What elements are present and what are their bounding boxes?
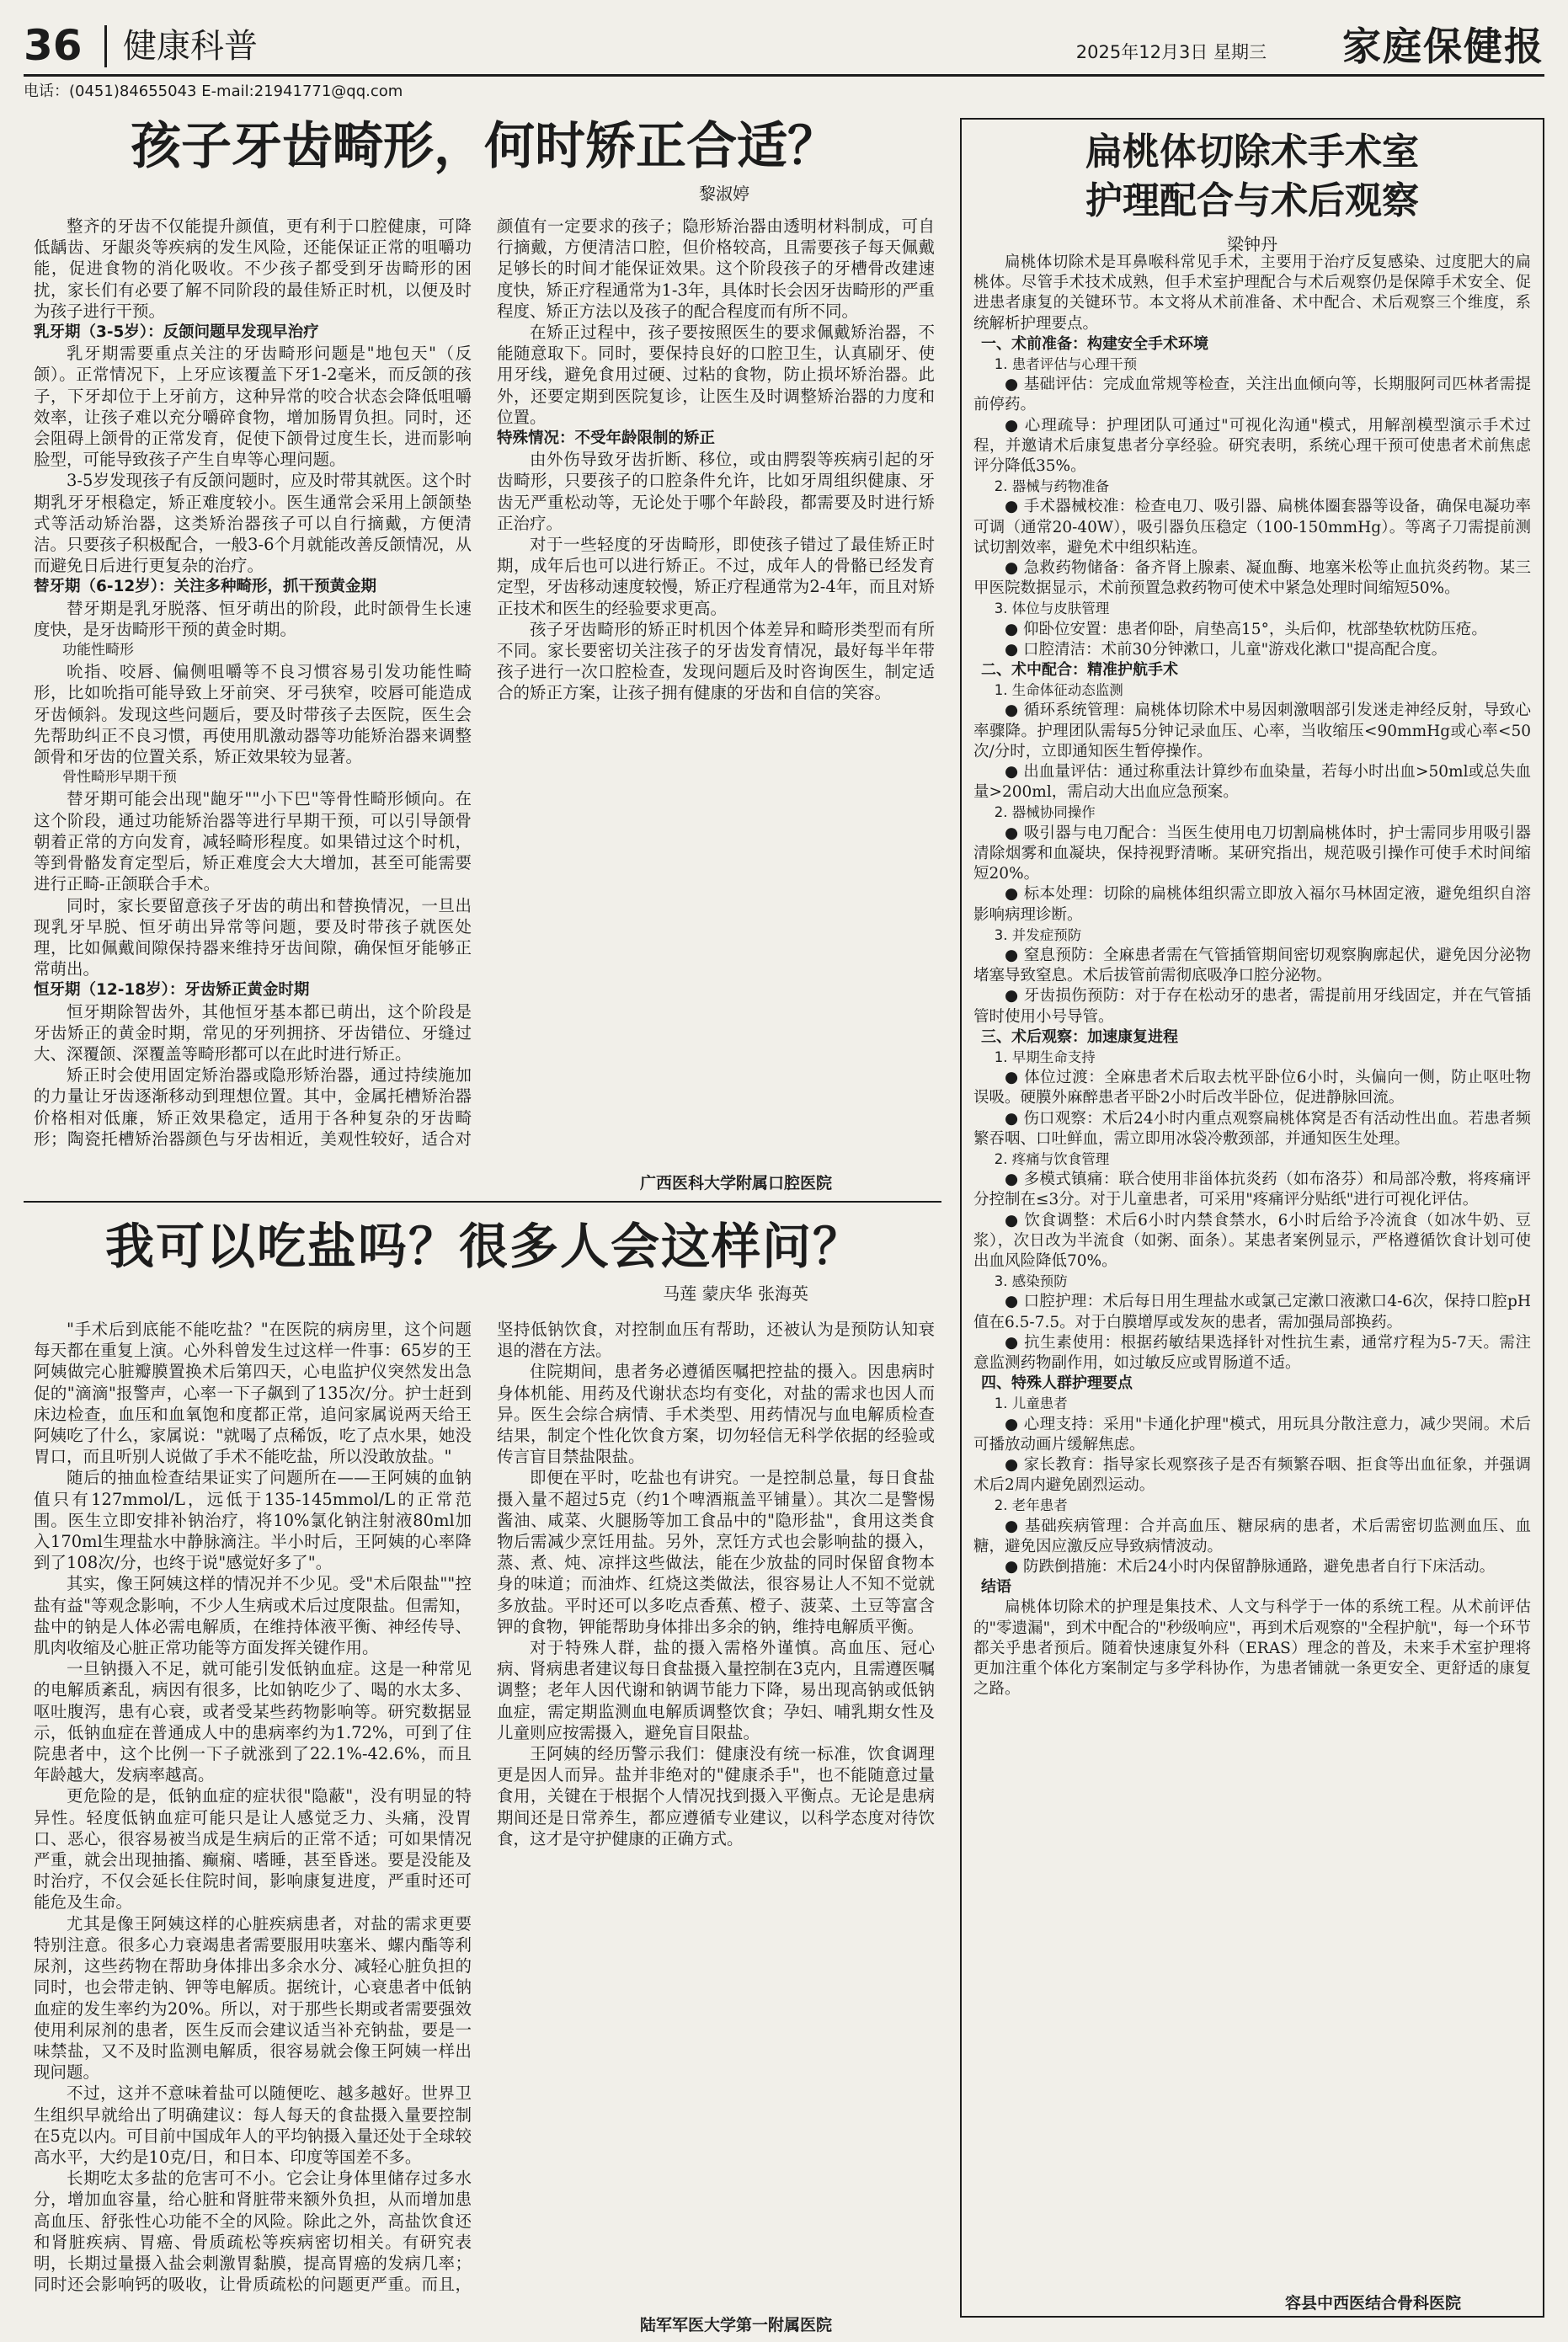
paragraph: 对于一些轻度的牙齿畸形，即使孩子错过了最佳矫正时期，成年后也可以进行矫正。不过，成年人的骨骼已经发育定型，牙齿移动速度较慢，矫正疗程通常为2-4年，而且对矫正技术和医生的经验要求更高。 [497,535,935,618]
section-title: 健康科普 [123,27,258,66]
paragraph: ● 标本处理：切除的扁桃体组织需立即放入福尔马林固定液，避免组织自溶影响病理诊断。 [973,885,1531,924]
paragraph: ● 吸引器与电刀配合：当医生使用电刀切割扁桃体时，护士需同步用吸引器清除烟雾和血凝块，保持视野清晰。某研究指出，规范吸引操作可使手术时间缩短20%。 [973,824,1531,883]
paragraph: "手术后到底能不能吃盐？"在医院的病房里，这个问题每天都在重复上演。心外科曾发生过这样一件事：65岁的王阿姨做完心脏瓣膜置换术后第四天，心电监护仪突然发出急促的"滴滴"报警声，心率一下子飙到了135次/分。护士赶到床边检查，血压和血氧饱和度都正常，追问家属说两天给王阿姨吃了什么，家属说："就喝了点稀饭，吃了点水果，她没胃口，而且听别人说做了手术不能吃盐，所以没敢放盐。" [34,1320,472,1467]
subheading: 3. 感染预防 [994,1273,1068,1290]
paragraph: 尤其是像王阿姨这样的心脏疾病患者，对盐的需求更要特别注意。很多心力衰竭患者需要服用呋塞米、螺内酯等利尿剂，这些药物在帮助身体排出多余水分、减轻心脏负担的同时，也会带走钠、钾等电解质。据统计，心衰患者中低钠血症的发生率约为20%。所以，对于那些长期或者需要强效使用利尿剂的患者，医生反而会建议适当补充钠盐，要是一味禁盐，又不及时监测电解质，很容易就会像王阿姨一样出现问题。 [34,1913,472,2083]
paragraph: ● 口腔清洁：术前30分钟漱口，儿童"游戏化漱口"提高配合度。 [1005,640,1448,659]
paragraph: ● 防跌倒措施：术后24小时内保留静脉通路，避免患者自行下床活动。 [1005,1558,1496,1576]
paragraph: ● 心理支持：采用"卡通化护理"模式，用玩具分散注意力，减少哭闹。术后可播放动画片缓解焦虑。 [973,1415,1531,1454]
article-1-title: 孩子牙齿畸形，何时矫正合适？ [131,117,838,176]
subheading: 三、术后观察：加速康复进程 [981,1027,1178,1046]
paragraph: ● 牙齿损伤预防：对于存在松动牙的患者，需提前用牙线固定，并在气管插管时使用小号导管。 [973,987,1531,1026]
paragraph: ● 饮食调整：术后6小时内禁食禁水，6小时后给予冷流食（如冰牛奶、豆浆），次日改为半流食（如粥、面条）。某患者案例显示，严格遵循饮食计划可使出血风险降低70%。 [973,1211,1531,1270]
subheading: 结语 [981,1578,1011,1597]
article-3-source: 容县中西医结合骨科医院 [1285,2294,1462,2313]
paragraph: ● 基础评估：完成血常规等检查，关注出血倾向等，长期服阿司匹林者需提前停药。 [973,376,1531,414]
paragraph: 扁桃体切除术的护理是集技术、人文与科学于一体的系统工程。从术前评估的"零遗漏"，到术中配合的"秒级响应"，再到术后观察的"全程护航"，每一个环节都关乎患者预后。随着快速康复外科（ERAS）理念的普及，未来手术室护理将更加注重个体化方案制定与多学科协作，为患者铺就一条更安全、更舒适的康复之路。 [973,1598,1531,1699]
article-2-title: 我可以吃盐吗？很多人会这样问？ [104,1218,863,1275]
paragraph: 3-5岁发现孩子有反颌问题时，应及时带其就医。这个时期乳牙牙根稳定，矫正难度较小。医生通常会采用上颌颌垫式等活动矫治器，这类矫治器孩子可以自行摘戴，方便清洁。只要孩子积极配合，一般3-6个月就能改善反颌情况，从而避免日后进行更复杂的治疗。 [34,471,472,576]
page-number: 36 [24,21,83,70]
paragraph: 孩子牙齿畸形的矫正时机因个体差异和畸形类型而有所不同。家长要密切关注孩子的牙齿发育情况，最好每半年带孩子进行一次口腔检查，发现问题后及时咨询医生，制定适合的矫正方案，让孩子拥有健康的牙齿和自信的笑容。 [497,619,935,703]
paragraph: 王阿姨的经历警示我们：健康没有统一标准，饮食调理更是因人而异。盐并非绝对的"健康杀手"，也不能随意过量食用，关键在于根据个人情况找到摄入平衡点。无论是患病期间还是日常养生，都应遵循专业建议，以科学态度对待饮食，这才是守护健康的正确方式。 [497,1744,935,1849]
paragraph: 即便在平时，吃盐也有讲究。一是控制总量，每日食盐摄入量不超过5克（约1个啤酒瓶盖平铺量）。其次二是警惕酱油、咸菜、火腿肠等加工食品中的"隐形盐"，食用这类食物后需减少烹饪用盐。另外，烹饪方式也会影响盐的摄入，蒸、煮、炖、凉拌这些做法，能在少放盐的同时保留食物本身的味道；而油炸、红烧这类做法，很容易让人不知不觉就多放盐。平时还可以多吃点香蕉、橙子、菠菜、土豆等富含钾的食物，钾能帮助身体排出多余的钠，维持电解质平衡。 [497,1468,935,1636]
article-1-body [34,216,935,1167]
paragraph: ● 口腔护理：术后每日用生理盐水或氯己定漱口液漱口4-6次，保持口腔pH值在6.5-7.5。对于白膜增厚或发灰的患者，需加强局部换药。 [973,1293,1531,1331]
paragraph: ● 家长教育：指导家长观察孩子是否有频繁吞咽、拒食等出血征象，并强调术后2周内避免剧烈运动。 [973,1455,1531,1495]
paragraph: ● 急救药物储备：备齐肾上腺素、凝血酶、地塞米松等止血抗炎药物。某三甲医院数据显示，术前预置急救药物可使术中紧急处理时间缩短50%。 [973,559,1531,598]
paragraph: 住院期间，患者务必遵循医嘱把控盐的摄入。因患病时身体机能、用药及代谢状态均有变化，对盐的需求也因人而异。医生会综合病情、手术类型、用药情况与血电解质检查结果，制定个性化饮食方案，切勿轻信无科学依据的经验或传言盲目禁盐限盐。 [497,1362,935,1467]
subheading: 2. 器械协同操作 [994,804,1096,821]
paragraph: 乳牙期需要重点关注的牙齿畸形问题是"地包天"（反颌）。正常情况下，上牙应该覆盖下牙1-2毫米，而反颌的孩子，下牙却位于上牙前方，这种异常的咬合状态会降低咀嚼效率，让孩子难以充分嚼碎食物，增加肠胃负担。同时，还会阻碍上颌骨的正常发育，促使下颌骨过度生长，进而影响脸型，可能导致孩子产生自卑等心理问题。 [34,344,472,470]
paragraph: 对于特殊人群，盐的摄入需格外谨慎。高血压、冠心病、肾病患者建议每日食盐摄入量控制在3克内，且需遵医嘱调整；老年人因代谢和钠调节能力下降，易出现高钠或低钠血症，需定期监测血电解质调整饮食；孕妇、哺乳期女性及儿童则应按需摄入，避免盲目限盐。 [497,1638,935,1742]
paragraph: ● 基础疾病管理：合并高血压、糖尿病的患者，术后需密切监测血压、血糖，避免因应激反应导致病情波动。 [973,1517,1531,1555]
article-3-title-line-1: 扁桃体切除术手术室 [1085,131,1419,173]
paragraph: 扁桃体切除术是耳鼻喉科常见手术，主要用于治疗反复感染、过度肥大的扁桃体。尽管手术技术成熟，但手术室护理配合与术后观察仍是保障手术安全、促进患者康复的关键环节。本文将从术前准备、术中配合、术后观察三个维度，系统解析护理要点。 [973,253,1531,333]
subheading: 2. 老年患者 [994,1497,1068,1514]
article-1-author: 黎淑婷 [699,184,749,204]
issue-date: 2025年12月3日 星期三 [1075,42,1267,62]
paragraph: ● 仰卧位安置：患者仰卧，肩垫高15°，头后仰，枕部垫软枕防压疮。 [1005,620,1487,638]
paragraph: 一旦钠摄入不足，就可能引发低钠血症。这是一种常见的电解质紊乱，病因有很多，比如钠吃少了、喝的水太多、呕吐腹泻，患有心衰，或者受某些药物影响等。研究数据显示，低钠血症在普通成人中的患病率约为1.72%，可到了住院患者中，这个比例一下子就涨到了22.1%-42.6%，而且年龄越大，发病率越高。 [34,1659,472,1785]
paragraph: ● 循环系统管理：扁桃体切除术中易因刺激咽部引发迷走神经反射，导致心率骤降。护理团队需每5分钟记录血压、心率，当收缩压<90mmHg或心率<50次/分时，立即通知医生暂停操作。 [973,702,1531,760]
paragraph: ● 手术器械校准：检查电刀、吸引器、扁桃体圈套器等设备，确保电凝功率可调（通常20-40W），吸引器负压稳定（100-150mmHg）。等离子刀需提前测试切割效率，避免术中组织粘连。 [973,498,1531,557]
subheading: 乳牙期（3-5岁）：反颌问题早发现早治疗 [34,323,319,342]
paragraph: 同时，家长要留意孩子牙齿的萌出和替换情况，一旦出现乳牙早脱、恒牙萌出异常等问题，要及时带孩子就医处理，比如佩戴间隙保持器来维持牙齿间隙，确保恒牙能够正常萌出。 [34,895,472,979]
article-3-title-line-2: 护理配合与术后观察 [1085,179,1419,222]
paragraph: ● 体位过渡：全麻患者术后取去枕平卧位6小时，头偏向一侧，防止呕吐物误吸。硬膜外麻醉患者平卧2小时后改半卧位，促进静脉回流。 [973,1069,1531,1107]
paragraph: 整齐的牙齿不仅能提升颜值，更有利于口腔健康，可降低龋齿、牙龈炎等疾病的发生风险，还能保证正常的咀嚼功能，促进食物的消化吸收。不少孩子都受到牙齿畸形的困扰，家长们有必要了解不同阶段的最佳矫正时机，以便及时为孩子进行干预。 [34,216,472,321]
paragraph: 矫正时会使用固定矫治器或隐形矫治器，通过持续施加的力量让牙齿逐渐移动到理想位置。其中，金属托槽矫治器价格相对低廉，矫正效果稳定，适用于各种复杂的牙齿畸形；陶瓷托槽矫治器颜色与牙齿相近，美观性较好，适合对颜值有一定要求的孩子；隐形矫治器由透明材料制成，可自行摘戴，方便清洁口腔，但价格较高，且需要孩子每天佩戴足够长的时间才能保证效果。这个阶段孩子的牙槽骨改建速度快，矫正疗程通常为1-3年，具体时长会因牙齿畸形的严重程度、矫正方法以及孩子的配合程度而有所不同。 [34,216,935,1149]
paragraph: 随后的抽血检查结果证实了问题所在——王阿姨的血钠值只有127mmol/L，远低于135-145mmol/L的正常范围。医生立即安排补钠治疗，将10%氯化钠注射液80ml加入170ml生理盐水中静脉滴注。半小时后，王阿姨的心率降到了108次/分，也终于说"感觉好多了"。 [34,1468,472,1573]
subheading: 3. 体位与皮肤管理 [994,600,1110,617]
article-1-header [34,113,935,211]
paragraph: 长期吃太多盐的危害可不小。它会让身体里储存过多水分，增加血容量，给心脏和肾脏带来额外负担，从而增加患高血压、舒张性心功能不全的风险。除此之外，高盐饮食还和肾脏疾病、胃癌、骨质疏松等疾病密切相关。有研究表明，长期过量摄入盐会刺激胃黏膜，提高胃癌的发病几率；同时还会影响钙的吸收，让骨质疏松的问题更严重。而且，坚持低钠饮食，对控制血压有帮助，还被认为是预防认知衰退的潜在方法。 [34,1320,935,2295]
paragraph: 在矫正过程中，孩子要按照医生的要求佩戴矫治器，不能随意取下。同时，要保持良好的口腔卫生，认真刷牙、使用牙线，避免食用过硬、过粘的食物，防止损坏矫治器。此外，还要定期到医院复诊，让医生及时调整矫治器的力度和位置。 [497,323,935,427]
paragraph: 不过，这并不意味着盐可以随便吃、越多越好。世界卫生组织早就给出了明确建议：每人每天的食盐摄入量要控制在5克以内。可目前中国成年人的平均钠摄入量还处于全球较高水平，大约是10克/日，和日本、印度等国差不多。 [34,2083,472,2167]
subheading: 骨性畸形早期干预 [62,769,177,787]
paragraph: ● 抗生素使用：根据药敏结果选择针对性抗生素，通常疗程为5-7天。需注意监测药物副作用，如过敏反应或胃肠道不适。 [973,1333,1531,1372]
newspaper-name: 家庭保健报 [1342,24,1544,69]
subheading: 一、术前准备：构建安全手术环境 [981,334,1208,353]
paragraph: ● 出血量评估：通过称重法计算纱布血染量，若每小时出血>50ml或总失血量>200ml，需启动大出血应急预案。 [973,763,1531,802]
paragraph: ● 心理疏导：护理团队可通过"可视化沟通"模式，用解剖模型演示手术过程，并邀请术后康复患者分享经验。研究表明，系统心理干预可使患者术前焦虑评分降低35%。 [973,416,1531,476]
masthead-divider [104,25,107,67]
subheading: 2. 器械与药物准备 [994,478,1110,495]
subheading: 2. 疼痛与饮食管理 [994,1150,1110,1167]
subheading: 恒牙期（12-18岁）：牙齿矫正黄金时期 [34,981,310,1000]
article-3-header [960,118,1544,255]
subheading: 3. 并发症预防 [994,926,1082,943]
article-2-body [34,1319,935,2311]
article-2-author: 马莲 蒙庆华 张海英 [663,1283,808,1304]
paragraph: ● 窒息预防：全麻患者需在气管插管期间密切观察胸廓起伏，避免因分泌物堵塞导致窒息。术后拔管前需彻底吸净口腔分泌物。 [973,946,1531,985]
paragraph: 吮指、咬唇、偏侧咀嚼等不良习惯容易引发功能性畸形，比如吮指可能导致上牙前突、牙弓狭窄，咬唇可能造成牙齿倾斜。发现这些问题后，要及时带孩子去医院，医生会先帮助纠正不良习惯，再使用肌激动器等功能矫治器来调整颌骨和牙齿的位置关系，矫正效果较为显著。 [34,662,472,767]
contact-info: 电话：(0451)84655043 E-mail:21941771@qq.com [24,83,403,100]
article-3-body [973,253,1531,2286]
article-2-source: 陆军军医大学第一附属医院 [640,2316,833,2334]
subheading: 替牙期（6-12岁）：关注多种畸形，抓干预黄金期 [34,578,377,596]
paragraph: ● 多模式镇痛：联合使用非甾体抗炎药（如布洛芬）和局部冷敷，将疼痛评分控制在≤3分。对于儿童患者，可采用"疼痛评分贴纸"进行可视化评估。 [973,1171,1531,1209]
paragraph: 替牙期是乳牙脱落、恒牙萌出的阶段，此时颌骨生长速度快，是牙齿畸形干预的黄金时期。 [34,598,472,639]
paragraph: 由外伤导致牙齿折断、移位，或由腭裂等疾病引起的牙齿畸形，只要孩子的口腔条件允许，比如牙周组织健康、牙齿无严重松动等，无论处于哪个年龄段，都需要及时进行矫正治疗。 [497,450,935,533]
paragraph: 恒牙期除智齿外，其他恒牙基本都已萌出，这个阶段是牙齿矫正的黄金时期，常见的牙列拥挤、牙齿错位、牙缝过大、深覆颌、深覆盖等畸形都可以在此时进行矫正。 [34,1001,472,1064]
paragraph: 替牙期可能会出现"龅牙""小下巴"等骨性畸形倾向。在这个阶段，通过功能矫治器等进行早期干预，可以引导颌骨朝着正常的方向发育，减轻畸形程度。如果错过这个时机，等到骨骼发育定型后，矫正难度会大大增加，甚至可能需要进行正畸-正颌联合手术。 [34,789,472,894]
subheading: 四、特殊人群护理要点 [981,1374,1133,1393]
article-divider [24,1201,941,1203]
subheading: 1. 儿童患者 [994,1395,1068,1412]
subheading: 1. 生命体征动态监测 [994,682,1123,699]
masthead-rule [24,74,1544,77]
subheading: 特殊情况：不受年龄限制的矫正 [497,429,716,448]
article-3-author: 梁钟丹 [1227,234,1277,254]
paragraph: 其实，像王阿姨这样的情况并不少见。受"术后限盐""控盐有益"等观念影响，不少人生病或术后过度限盐。但需知，盐中的钠是人体必需电解质，在维持体液平衡、神经传导、肌肉收缩及心脏正常功能等方面发挥关键作用。 [34,1574,472,1658]
paragraph: ● 伤口观察：术后24小时内重点观察扁桃体窝是否有活动性出血。若患者频繁吞咽、口吐鲜血，需立即用冰袋冷敷颈部，并通知医生处理。 [973,1109,1531,1148]
subheading: 功能性畸形 [62,642,134,659]
masthead [24,19,1544,72]
subheading: 1. 早期生命支持 [994,1048,1096,1065]
article-1-source: 广西医科大学附属口腔医院 [640,1174,833,1192]
subheading: 1. 患者评估与心理干预 [994,356,1138,373]
article-2-header [34,1213,935,1314]
subheading: 二、术中配合：精准护航手术 [981,661,1178,680]
paragraph: 更危险的是，低钠血症的症状很"隐蔽"，没有明显的特异性。轻度低钠血症可能只是让人感觉乏力、头痛，没胃口、恶心，很容易被当成是生病后的正常不适；可如果情况严重，就会出现抽搐、癫痫、嗜睡，甚至昏迷。要是没能及时治疗，不仅会延长住院时间，影响康复进度，严重时还可能危及生命。 [34,1786,472,1913]
